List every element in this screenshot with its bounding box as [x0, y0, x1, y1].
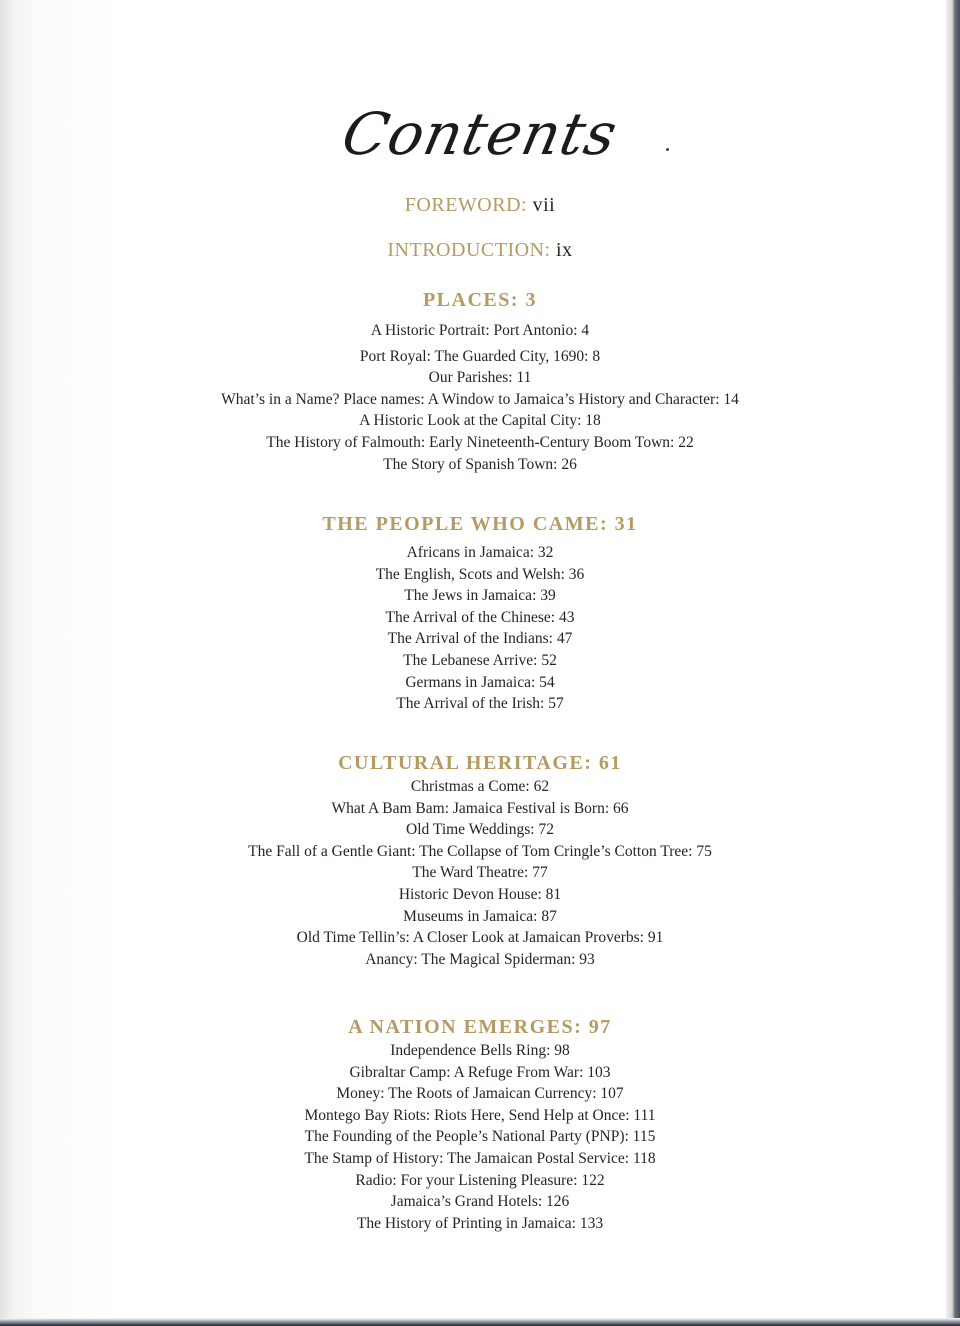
section-heading-people[interactable]: THE PEOPLE WHO CAME: 31: [322, 513, 638, 535]
toc-entry[interactable]: What A Bam Bam: Jamaica Festival is Born: 66: [331, 799, 629, 817]
contents-title: Contents: [336, 100, 624, 168]
section-heading-nation[interactable]: A NATION EMERGES: 97: [348, 1016, 612, 1038]
toc-entry[interactable]: The Arrival of the Indians: 47: [387, 630, 573, 648]
toc-entry[interactable]: The Founding of the People’s National Party (PNP): 115: [304, 1128, 656, 1146]
introduction-page: ix: [556, 239, 573, 261]
foreword-label: FOREWORD:: [404, 194, 528, 216]
toc-entry[interactable]: The Stamp of History: The Jamaican Postal Service: 118: [304, 1149, 656, 1167]
toc-entry[interactable]: Port Royal: The Guarded City, 1690: 8: [359, 347, 601, 365]
toc-entry[interactable]: The History of Falmouth: Early Nineteenth-Century Boom Town: 22: [266, 433, 694, 451]
toc-entry[interactable]: Montego Bay Riots: Riots Here, Send Help at Once: 111: [304, 1106, 656, 1124]
toc-entry[interactable]: Old Time Tellin’s: A Closer Look at Jamaican Proverbs: 91: [296, 929, 664, 947]
section-entries-cultural: [0, 776, 960, 970]
toc-entry[interactable]: Jamaica’s Grand Hotels: 126: [390, 1193, 570, 1211]
toc-entry[interactable]: The Story of Spanish Town: 26: [383, 455, 577, 473]
toc-entry[interactable]: The Lebanese Arrive: 52: [403, 651, 557, 669]
section-heading-cultural[interactable]: CULTURAL HERITAGE: 61: [338, 752, 622, 774]
toc-entry[interactable]: Christmas a Come: 62: [410, 778, 550, 795]
foreword-page: vii: [532, 194, 556, 216]
toc-entry[interactable]: Gibraltar Camp: A Refuge From War: 103: [349, 1063, 611, 1081]
introduction-label: INTRODUCTION:: [387, 239, 551, 261]
toc-entry[interactable]: Radio: For your Listening Pleasure: 122: [355, 1171, 605, 1189]
toc-entry[interactable]: What’s in a Name? Place names: A Window to Jamaica’s History and Character: 14: [221, 390, 739, 408]
toc-entry[interactable]: Historic Devon House: 81: [398, 885, 562, 903]
toc-entry[interactable]: The Ward Theatre: 77: [412, 864, 548, 882]
section-entries-people: [0, 542, 960, 715]
toc-entry[interactable]: The History of Printing in Jamaica: 133: [356, 1214, 604, 1232]
toc-entry[interactable]: A Historic Portrait: Port Antonio: 4: [370, 322, 590, 339]
toc-entry[interactable]: The English, Scots and Welsh: 36: [375, 565, 585, 583]
toc-entry[interactable]: Anancy: The Magical Spiderman: 93: [365, 950, 595, 968]
toc-entry[interactable]: Our Parishes: 11: [428, 369, 532, 387]
toc-entry[interactable]: Museums in Jamaica: 87: [403, 907, 557, 925]
toc-entry[interactable]: The Arrival of the Irish: 57: [396, 695, 564, 713]
toc-entry[interactable]: Independence Bells Ring: 98: [390, 1042, 570, 1059]
toc-entry[interactable]: Germans in Jamaica: 54: [405, 673, 555, 691]
toc-entry[interactable]: Old Time Weddings: 72: [406, 821, 554, 839]
section-heading-places[interactable]: PLACES: 3: [422, 289, 538, 311]
section-entries-nation: [0, 1040, 960, 1234]
toc-entry[interactable]: The Fall of a Gentle Giant: The Collapse of Tom Cringle’s Cotton Tree: 75: [248, 842, 712, 860]
toc-entry[interactable]: The Arrival of the Chinese: 43: [385, 608, 575, 626]
page-bottom-edge: [0, 1318, 960, 1326]
section-entries-places: [0, 320, 960, 475]
title-ornament-dot: [666, 148, 669, 151]
toc-entry[interactable]: Money: The Roots of Jamaican Currency: 107: [336, 1085, 624, 1103]
foreword-line[interactable]: [0, 194, 960, 217]
toc-entry[interactable]: A Historic Look at the Capital City: 18: [359, 412, 601, 430]
introduction-line[interactable]: [0, 239, 960, 262]
toc-entry[interactable]: Africans in Jamaica: 32: [406, 544, 554, 561]
toc-entry[interactable]: The Jews in Jamaica: 39: [404, 587, 556, 605]
